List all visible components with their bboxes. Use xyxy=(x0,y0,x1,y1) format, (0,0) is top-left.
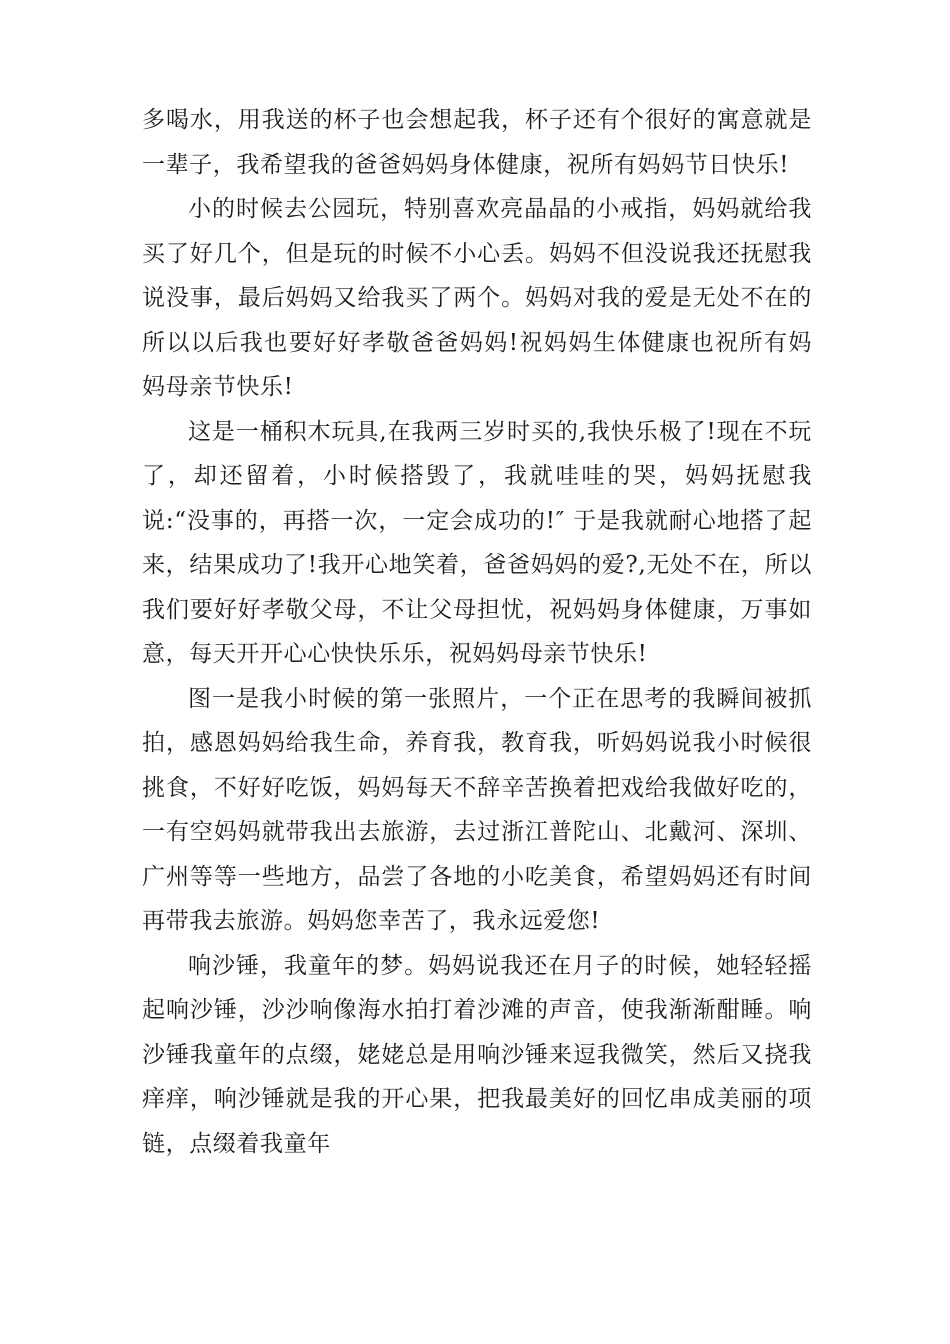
paragraph-rattle-story: 响沙锤，我童年的梦。妈妈说我还在月子的时候，她轻轻摇起响沙锤，沙沙响像海水拍打着沙滩的声音，使我渐渐酣睡。响沙锤我童年的点缀，姥姥总是用响沙锤来逗我微笑，然后又挠我痒痒，响沙锤就是我的开心果，把我最美好的回忆串成美丽的项链，点缀着我童年 xyxy=(142,952,812,1157)
paragraph-photo-story: 图一是我小时候的第一张照片，一个正在思考的我瞬间被抓拍，感恩妈妈给我生命，养育我，教育我，听妈妈说我小时候很挑食，不好好吃饭，妈妈每天不辞辛苦换着把戏给我做好吃的，一有空妈妈就带我出去旅游，去过浙江普陀山、北戴河、深圳、广州等等一些地方，品尝了各地的小吃美食，希望妈妈还有时间再带我去旅游。妈妈您幸苦了，我永远爱您! xyxy=(142,685,812,934)
paragraph-ring-story: 小的时候去公园玩，特别喜欢亮晶晶的小戒指，妈妈就给我买了好几个，但是玩的时候不小心丢。妈妈不但没说我还抚慰我说没事，最后妈妈又给我买了两个。妈妈对我的爱是无处不在的所以以后我也要好好孝敬爸爸妈妈!祝妈妈生体健康也祝所有妈妈母亲节快乐! xyxy=(142,196,812,400)
document-body xyxy=(142,98,812,1166)
paragraph-blocks-story: 这是一桶积木玩具,在我两三岁时买的,我快乐极了!现在不玩了，却还留着，小时候搭毁了，我就哇哇的哭，妈妈抚慰我说:“没事的，再搭一次，一定会成功的!″ 于是我就耐心地搭了起来，结果成功了!我开心地笑着，爸爸妈妈的爱?,无处不在，所以我们要好好孝敬父母，不让父母担忧，祝妈妈身体健康，万事如意，每天开开心心快快乐乐，祝妈妈母亲节快乐! xyxy=(142,418,812,667)
paragraph-continued: 多喝水，用我送的杯子也会想起我，杯子还有个很好的寓意就是一辈子，我希望我的爸爸妈妈身体健康，祝所有妈妈节日快乐! xyxy=(142,107,812,178)
